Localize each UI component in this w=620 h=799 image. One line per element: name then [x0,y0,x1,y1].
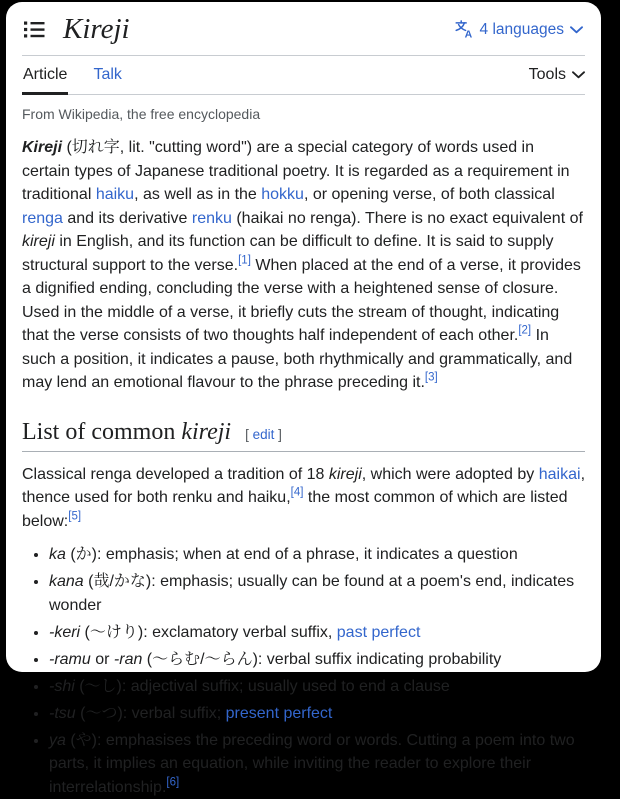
kireji-list-item: • -tsu (〜つ): verbal suffix; present perfect [49,702,585,726]
italic-term: kireji [22,233,55,251]
kireji-list-item: • ya (や): emphasises the preceding word or words. Cutting a poem into two parts, it implies an equation, while inviting the reader to explore their interrelationship.[6] [49,729,585,799]
italic-term: kana [49,573,84,591]
edit-link[interactable]: edit [252,426,275,442]
edit-bracket-close: ] [274,426,282,442]
reference-superscript [68,510,81,522]
intro-paragraph: Kireji (切れ字, lit. "cutting word") are a special category of words used in certain types of Japanese traditional poetry. It is regarded as a requirement in traditional haiku, as well as in the hokku, or opening verse, of both classical renga and its derivative renku (haikai no renga). There is no exact equivalent of kireji in English, and its function can be difficult to define. It is said to supply structural support to the verse.[1] When placed at the end of a verse, it provides a dignified ending, concluding the verse with a heightened sense of closure. Used in the middle of a verse, it briefly cuts the stream of thought, indicating that the verse consists of two thoughts half independent of each other.[2] In such a position, it indicates a pause, both rhythmically and grammatically, and may lend an emotional flavour to the phrase preceding it.[3] [22,139,583,392]
kireji-list-item: • kana (哉/かな): emphasis; usually can be found at a poem's end, indicates wonder [49,570,585,617]
reference-link[interactable]: [1] [238,254,251,267]
italic-term: ka [49,546,66,564]
section-heading: List of common kireji [22,418,232,445]
reference-superscript [518,325,531,337]
page-header [22,2,585,55]
reference-link[interactable]: [5] [68,510,82,523]
reference-superscript [166,777,179,789]
wiki-link[interactable]: haiku [95,186,135,204]
chevron-down-icon [570,26,583,34]
main-menu-button[interactable] [24,21,45,38]
reference-superscript [238,254,251,266]
italic-term: ya [49,731,66,749]
tab-article[interactable]: Article [22,56,68,95]
reference-link[interactable]: [2] [518,324,532,337]
svg-text:A: A [464,28,472,41]
wiki-link[interactable]: renga [22,209,63,227]
article-tabs [22,56,585,95]
wikipedia-article-card [6,2,601,796]
wiki-link[interactable]: past perfect [336,623,421,641]
kireji-list-item: • -shi (〜し): adjectival suffix; usually used to end a clause [49,675,585,699]
kireji-list-item: • -ramu or -ran (〜らむ/〜らん): verbal suffix indicating probability [49,648,585,672]
italic-term: -ramu [49,650,91,668]
bold-italic-term: Kireji [22,139,63,156]
reference-superscript [425,372,438,384]
wiki-link[interactable]: haikai [538,465,581,483]
italic-term: -ran [113,650,143,668]
kireji-list-item: • -keri (〜けり): exclamatory verbal suffix, past perfect [49,621,585,645]
reference-link[interactable]: [3] [424,371,438,384]
chevron-down-icon [572,71,585,79]
edit-bracket-open: [ [245,426,253,442]
list-bullet-icon [24,21,45,38]
italic-term: -shi [49,677,75,695]
wiki-link[interactable]: hokku [261,186,304,204]
language-icon [455,20,474,39]
tab-talk[interactable]: Talk [92,56,122,95]
wiki-link[interactable]: present perfect [225,704,333,722]
italic-term: -tsu [49,704,76,722]
italic-term: kireji [328,465,362,483]
edit-section [245,427,282,442]
kireji-list-item: • ka (か): emphasis; when at end of a phrase, it indicates a question [49,543,585,567]
section-heading-block [22,419,585,452]
page-title: Kireji [63,13,130,45]
kireji-list [22,543,585,799]
reference-link[interactable]: [6] [166,776,180,789]
italic-term: -keri [49,623,81,641]
reference-superscript [291,487,304,499]
site-tagline: From Wikipedia, the free encyclopedia [22,106,261,122]
language-count-label: 4 languages [479,20,564,38]
language-selector-button[interactable] [455,20,583,39]
italic-term: kireji [181,418,232,445]
reference-link[interactable]: [4] [290,486,304,499]
wiki-link[interactable]: renku [191,209,232,227]
tools-label: Tools [528,66,566,83]
tools-menu-button[interactable] [529,56,585,94]
list-intro-paragraph: Classical renga developed a tradition of 18 kireji, which were adopted by haikai, thence used for both renku and haiku,[4] the most common of which are listed below:[5] [22,465,586,530]
